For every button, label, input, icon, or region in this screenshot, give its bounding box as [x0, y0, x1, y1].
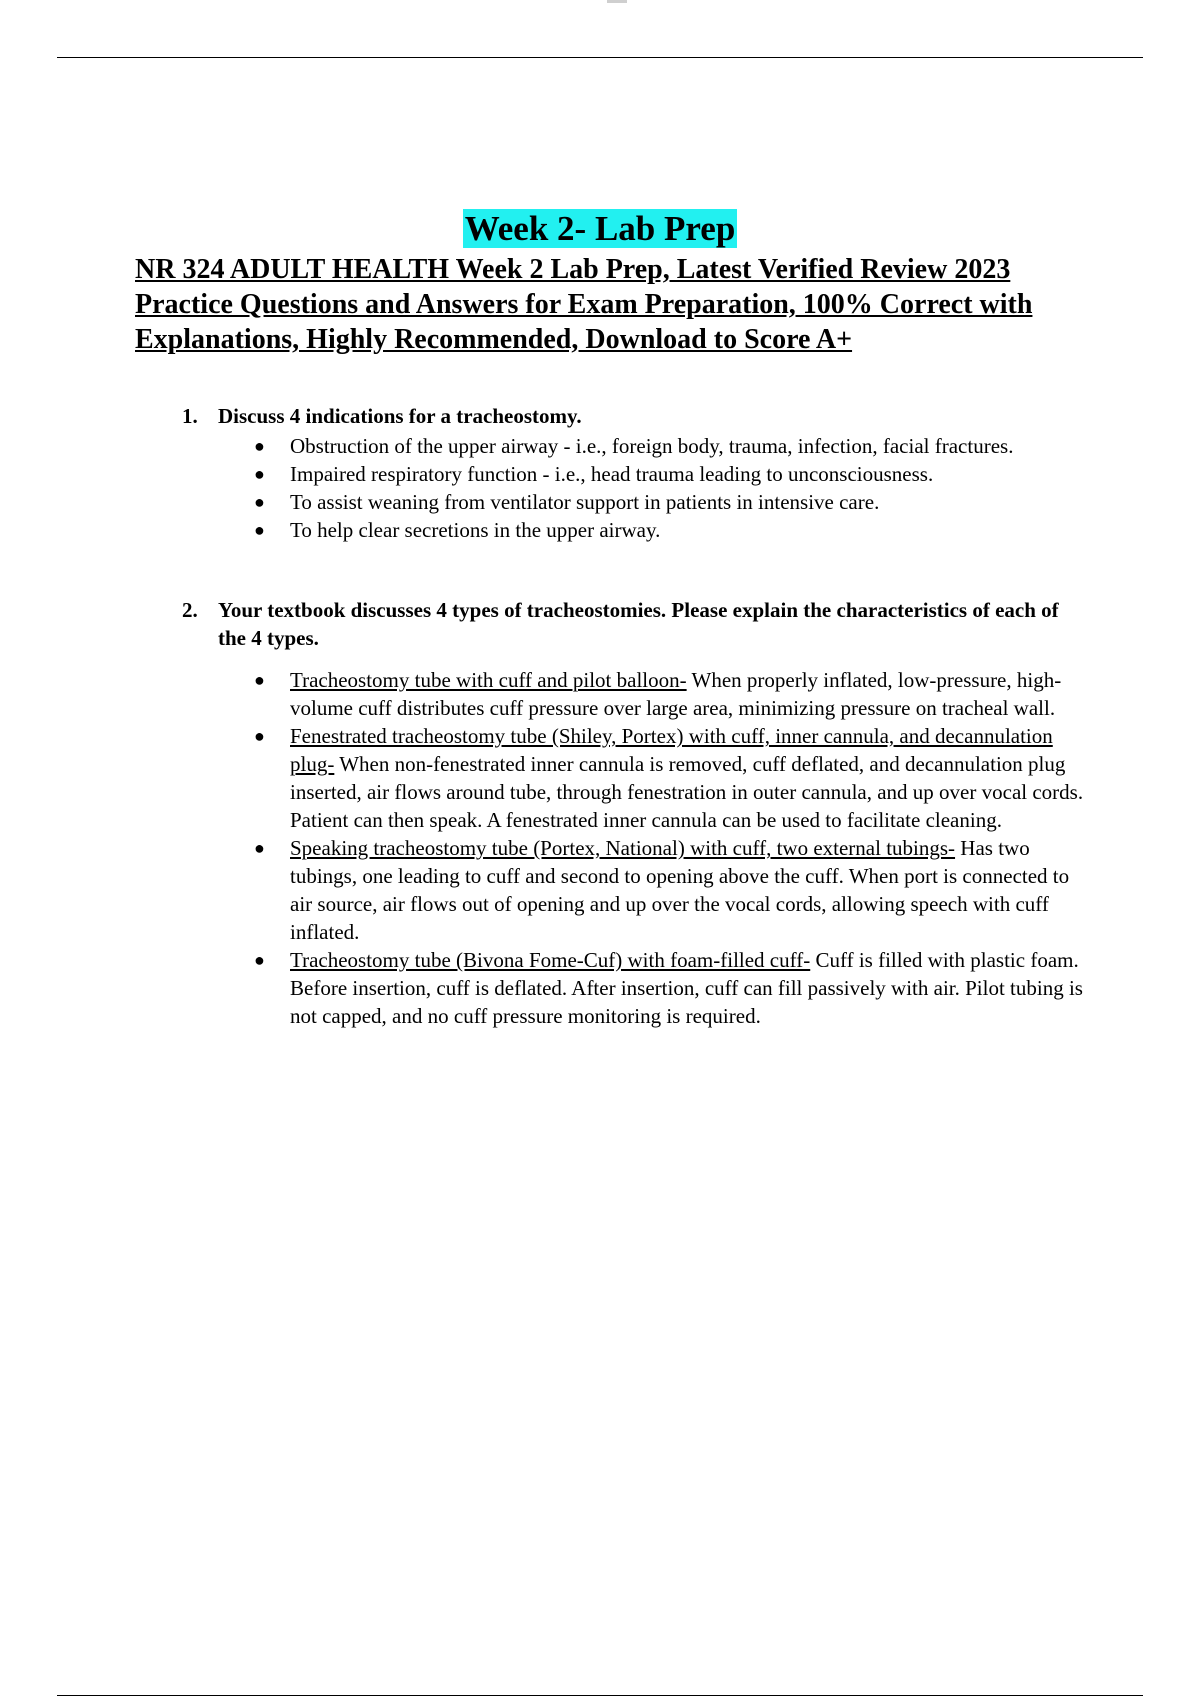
answer-text: Obstruction of the upper airway - i.e., foreign body, trauma, infection, facial fractures.	[290, 434, 1014, 458]
list-item	[254, 488, 1090, 516]
tube-type-term: Speaking tracheostomy tube (Portex, National) with cuff, two external tubings-	[290, 836, 956, 860]
list-item	[254, 722, 1090, 834]
bullet-icon: ●	[254, 726, 265, 746]
question-2-answers	[254, 666, 1090, 1030]
question-text: Your textbook discusses 4 types of tracheostomies. Please explain the characteristics of each of the 4 types.	[218, 598, 1059, 650]
question-2	[182, 596, 1082, 652]
list-item	[254, 432, 1090, 460]
tube-type-term: Tracheostomy tube (Bivona Fome-Cuf) with foam-filled cuff-	[290, 948, 811, 972]
answer-text: To help clear secretions in the upper airway.	[290, 518, 661, 542]
tube-type-term: Tracheostomy tube with cuff and pilot balloon-	[290, 668, 687, 692]
tube-type-description: When non-fenestrated inner cannula is removed, cuff deflated, and decannulation plug inserted, air flows around tube, through fenestration in outer cannula, and up over vocal cords. Patient can then speak. A fenestrated inner cannula can be used to facilitate cleaning.	[290, 752, 1084, 832]
list-item	[254, 834, 1090, 946]
list-item	[254, 460, 1090, 488]
highlighted-title-text: Week 2- Lab Prep	[464, 209, 736, 248]
tube-type-description: When properly inflated, low-pressure, high-volume cuff distributes cuff pressure over large area, minimizing pressure on tracheal wall.	[290, 668, 1062, 720]
tube-type-description: Has two tubings, one leading to cuff and second to opening above the cuff. When port is connected to air source, air flows out of opening and up over the vocal cords, allowing speech with cuff inflated.	[290, 836, 1070, 944]
bullet-icon: ●	[254, 838, 265, 858]
list-item	[254, 946, 1090, 1030]
question-text: Discuss 4 indications for a tracheostomy.	[218, 404, 582, 428]
list-item	[254, 516, 1090, 544]
scan-artifact	[607, 0, 627, 3]
answer-text: Impaired respiratory function - i.e., head trauma leading to unconsciousness.	[290, 462, 934, 486]
bullet-icon: ●	[254, 436, 265, 456]
question-number: 1.	[182, 404, 198, 428]
question-1-answers	[254, 432, 1090, 544]
document-subtitle: NR 324 ADULT HEALTH Week 2 Lab Prep, Latest Verified Review 2023 Practice Questions and Answers for Exam Preparation, 100% Correct with Explanations, Highly Recommended, Download to Score A+	[135, 254, 1033, 355]
bullet-icon: ●	[254, 950, 265, 970]
footer-rule	[57, 1695, 1143, 1696]
bullet-icon: ●	[254, 464, 265, 484]
question-number: 2.	[182, 598, 198, 622]
list-item	[254, 666, 1090, 722]
question-1	[182, 402, 1082, 430]
bullet-icon: ●	[254, 520, 265, 540]
tube-type-description: Cuff is filled with plastic foam. Before insertion, cuff is deflated. After insertion, cuff can fill passively with air. Pilot tubing is not capped, and no cuff pressure monitoring is required.	[290, 948, 1083, 1028]
header-rule	[57, 57, 1143, 58]
bullet-icon: ●	[254, 492, 265, 512]
tube-type-term: Fenestrated tracheostomy tube (Shiley, Portex) with cuff, inner cannula, and decannulation plug-	[290, 724, 1053, 776]
answer-text: To assist weaning from ventilator support in patients in intensive care.	[290, 490, 880, 514]
document-title	[0, 207, 1200, 251]
bullet-icon: ●	[254, 670, 265, 690]
